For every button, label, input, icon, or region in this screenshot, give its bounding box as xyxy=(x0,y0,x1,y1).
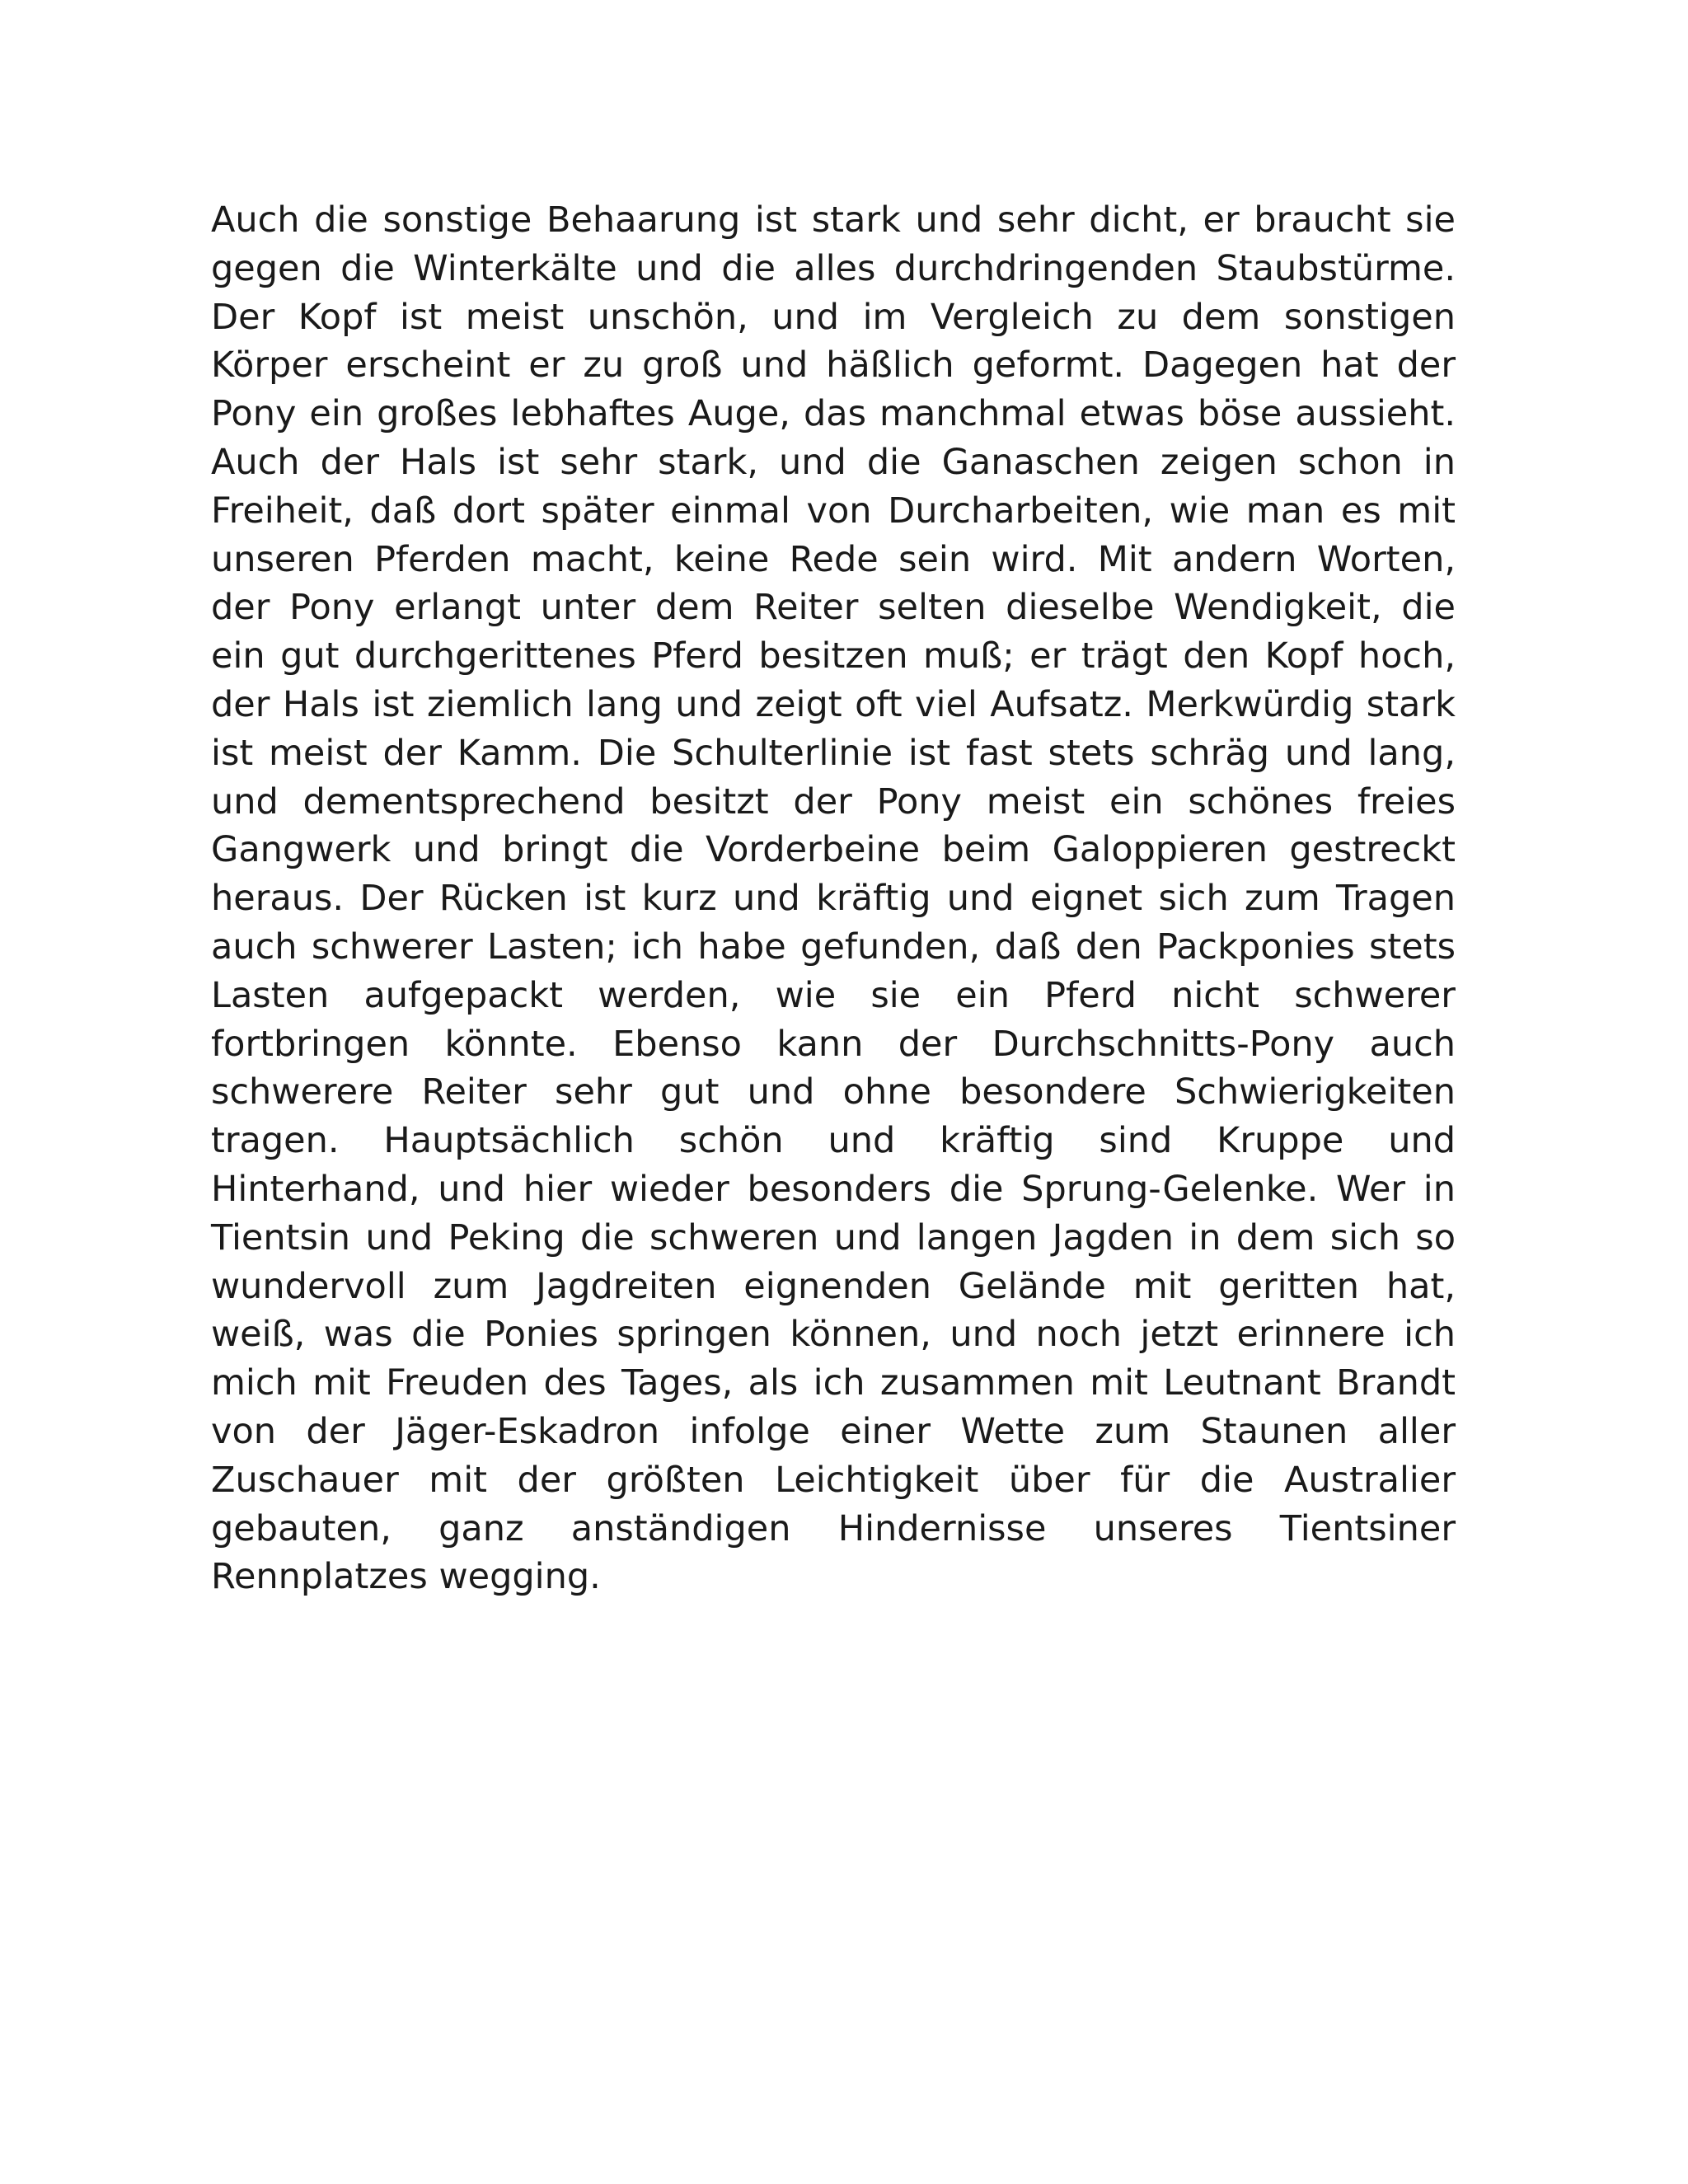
text-line: weiß, was die Ponies springen können, und noch jetzt erinnere ich xyxy=(211,1314,1456,1356)
text-line: Rennplatzes wegging. xyxy=(211,1556,601,1598)
text-line: schwerere Reiter sehr gut und ohne besondere Schwierigkeiten xyxy=(211,1071,1456,1113)
text-line: Zuschauer mit der größten Leichtigkeit über für die Australier xyxy=(211,1459,1456,1501)
text-line: Pony ein großes lebhaftes Auge, das manchmal etwas böse aussieht. xyxy=(211,393,1456,435)
text-line: tragen. Hauptsächlich schön und kräftig sind Kruppe und xyxy=(211,1120,1456,1162)
text-line: Lasten aufgepackt werden, wie sie ein Pferd nicht schwerer xyxy=(211,974,1456,1016)
text-line: unseren Pferden macht, keine Rede sein wird. Mit andern Worten, xyxy=(211,538,1456,580)
text-line: der Pony erlangt unter dem Reiter selten dieselbe Wendigkeit, die xyxy=(211,587,1456,629)
text-line: der Hals ist ziemlich lang und zeigt oft viel Aufsatz. Merkwürdig stark xyxy=(211,683,1456,725)
text-line: von der Jäger-Eskadron infolge einer Wette zum Staunen aller xyxy=(211,1410,1456,1452)
text-line: Tientsin und Peking die schweren und langen Jagden in dem sich so xyxy=(211,1216,1456,1258)
text-line: Auch der Hals ist sehr stark, und die Ganaschen zeigen schon in xyxy=(211,441,1456,483)
text-line: mich mit Freuden des Tages, als ich zusammen mit Leutnant Brandt xyxy=(211,1362,1456,1404)
text-line: ein gut durchgerittenes Pferd besitzen muß; er trägt den Kopf hoch, xyxy=(211,635,1456,677)
text-line: wundervoll zum Jagdreiten eignenden Gelände mit geritten hat, xyxy=(211,1265,1456,1307)
body-paragraph xyxy=(211,196,1456,1601)
text-line: Der Kopf ist meist unschön, und im Vergleich zu dem sonstigen xyxy=(211,296,1456,338)
text-line: Gangwerk und bringt die Vorderbeine beim Galoppieren gestreckt xyxy=(211,829,1456,871)
text-line: ist meist der Kamm. Die Schulterlinie ist fast stets schräg und lang, xyxy=(211,732,1456,774)
text-line: fortbringen könnte. Ebenso kann der Durchschnitts-Pony auch xyxy=(211,1023,1456,1065)
text-line: Körper erscheint er zu groß und häßlich geformt. Dagegen hat der xyxy=(211,344,1456,387)
text-line: Auch die sonstige Behaarung ist stark und sehr dicht, er braucht sie xyxy=(211,199,1456,241)
text-line: Hinterhand, und hier wieder besonders die Sprung-Gelenke. Wer in xyxy=(211,1168,1456,1210)
text-line: auch schwerer Lasten; ich habe gefunden, daß den Packponies stets xyxy=(211,926,1456,968)
text-line: Freiheit, daß dort später einmal von Durcharbeiten, wie man es mit xyxy=(211,490,1456,532)
text-line: gegen die Winterkälte und die alles durchdringenden Staubstürme. xyxy=(211,247,1456,289)
text-line: und dementsprechend besitzt der Pony meist ein schönes freies xyxy=(211,780,1456,823)
text-line: heraus. Der Rücken ist kurz und kräftig und eignet sich zum Tragen xyxy=(211,878,1456,920)
text-line: gebauten, ganz anständigen Hindernisse unseres Tientsiner xyxy=(211,1507,1456,1549)
